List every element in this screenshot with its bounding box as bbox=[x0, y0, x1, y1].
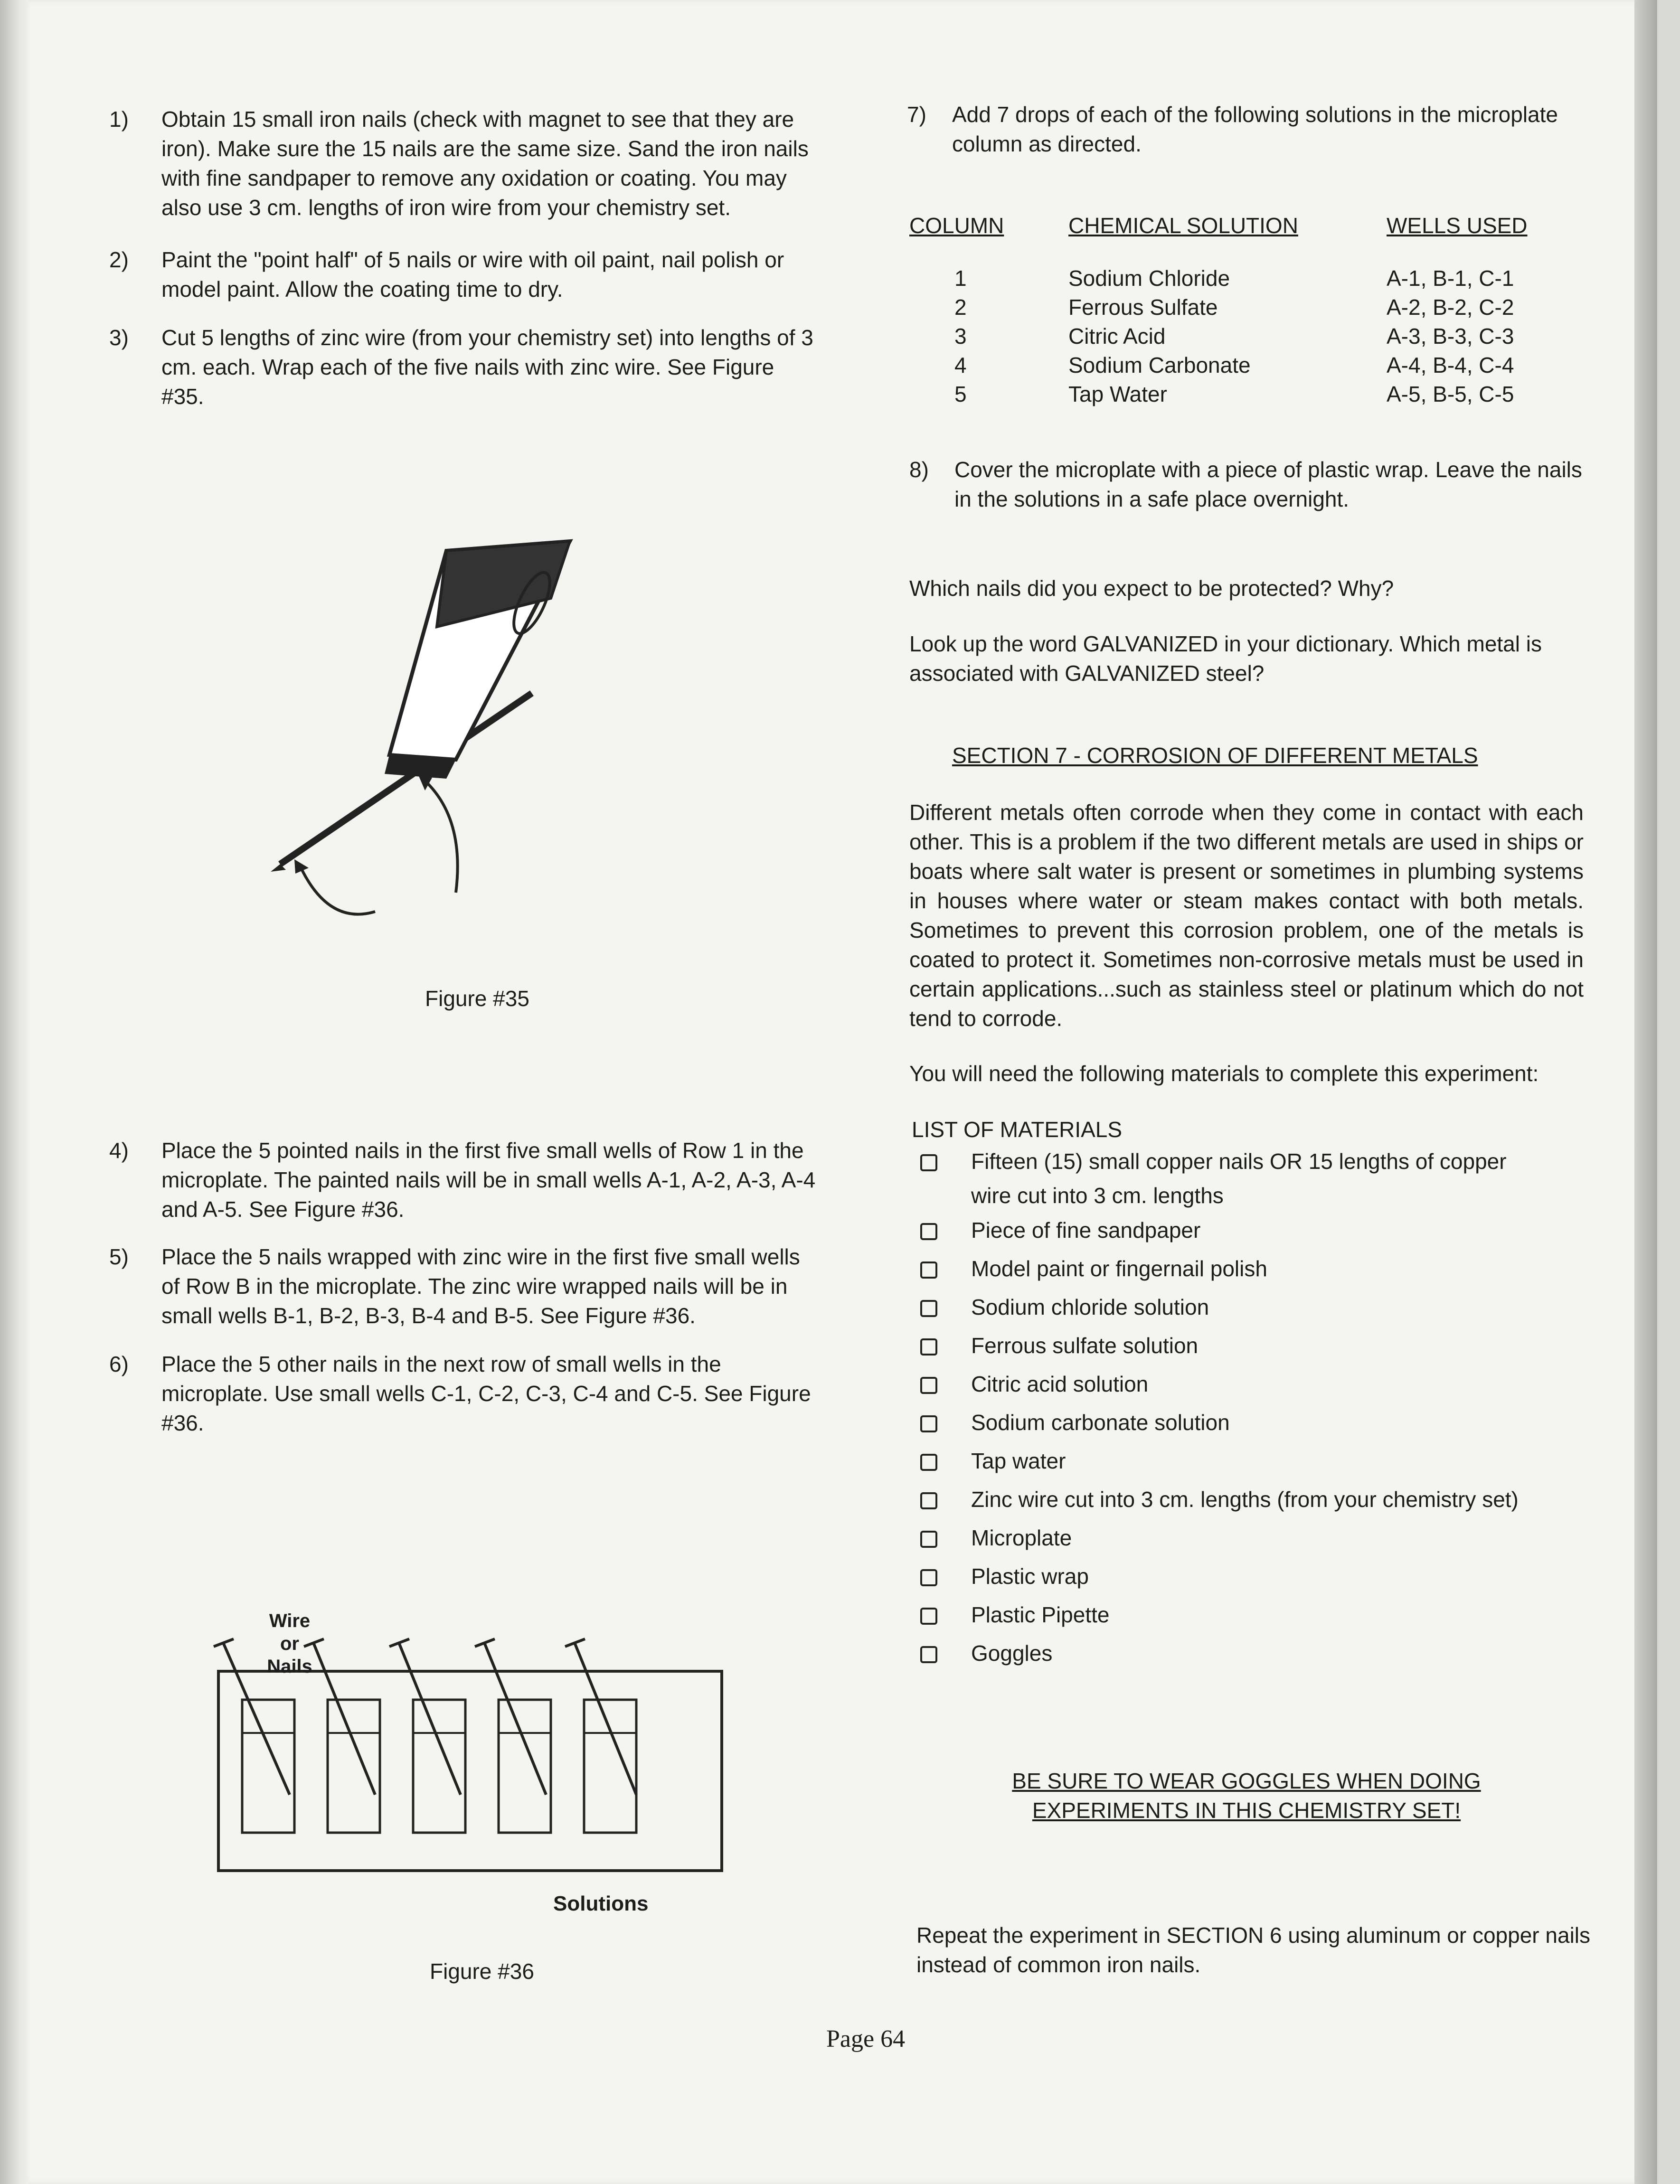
material-label: Plastic wrap bbox=[971, 1564, 1089, 1589]
step-number: 5) bbox=[109, 1244, 129, 1269]
list-item bbox=[912, 1523, 1595, 1562]
cell-wells: A-1, B-1, C-1 bbox=[1387, 266, 1514, 291]
figure-36-label-solutions: Solutions bbox=[553, 1892, 649, 1915]
step-number: 1) bbox=[109, 107, 129, 132]
label-wire: Wire bbox=[269, 1610, 311, 1631]
step-1 bbox=[109, 104, 817, 222]
list-item bbox=[912, 1485, 1595, 1523]
left-column bbox=[109, 104, 817, 427]
material-label: Fifteen (15) small copper nails OR 15 lengths of copper bbox=[971, 1149, 1507, 1174]
material-label: Ferrous sulfate solution bbox=[971, 1333, 1199, 1358]
solutions-table bbox=[909, 211, 1528, 409]
table-header-chemical: CHEMICAL SOLUTION bbox=[1068, 213, 1298, 238]
material-label: Zinc wire cut into 3 cm. lengths (from your chemistry set) bbox=[971, 1487, 1519, 1512]
cell-column: 2 bbox=[954, 295, 967, 320]
step-number: 7) bbox=[907, 102, 926, 127]
list-item bbox=[912, 1147, 1595, 1215]
step-number: 8) bbox=[909, 457, 929, 482]
material-label: Goggles bbox=[971, 1641, 1053, 1666]
checkbox[interactable] bbox=[920, 1223, 937, 1240]
step-3 bbox=[109, 323, 817, 411]
step-text: Paint the "point half" of 5 nails or wire with oil paint, nail polish or model paint. Allow the coating time to dry. bbox=[161, 247, 784, 301]
step-text: Obtain 15 small iron nails (check with magnet to see that they are iron). Make sure the 15 nails are the same size. Sand the iron nails with fine sandpaper to remove any oxidation or coating. You may also use 3 cm. lengths of iron wire from your chemistry set. bbox=[161, 107, 809, 220]
table-header-column: COLUMN bbox=[909, 213, 1004, 238]
step-2 bbox=[109, 245, 817, 304]
well bbox=[413, 1700, 465, 1833]
checkbox[interactable] bbox=[920, 1646, 937, 1663]
step-number: 6) bbox=[109, 1352, 129, 1376]
cell-wells: A-5, B-5, C-5 bbox=[1387, 382, 1514, 406]
step-6 bbox=[109, 1349, 817, 1438]
step-7 bbox=[907, 100, 1595, 159]
figure-35-caption: Figure #35 bbox=[425, 986, 529, 1011]
checkbox[interactable] bbox=[920, 1377, 937, 1394]
checkbox[interactable] bbox=[920, 1531, 937, 1548]
wrap-arrow-upper bbox=[423, 779, 458, 893]
step-5 bbox=[109, 1242, 817, 1330]
cell-wells: A-4, B-4, C-4 bbox=[1387, 353, 1514, 377]
cell-wells: A-3, B-3, C-3 bbox=[1387, 324, 1514, 348]
list-item bbox=[912, 1331, 1595, 1369]
material-label: Citric acid solution bbox=[971, 1372, 1149, 1396]
cell-chemical: Sodium Chloride bbox=[1068, 266, 1230, 291]
material-label: Model paint or fingernail polish bbox=[971, 1256, 1267, 1281]
material-label-continuation: wire cut into 3 cm. lengths bbox=[971, 1183, 1224, 1208]
figure-36-caption: Figure #36 bbox=[430, 1959, 534, 1984]
step-text: Place the 5 nails wrapped with zinc wire in the first five small wells of Row B in the microplate. The zinc wire wrapped nails will be in small wells B-1, B-2, B-3, B-4 and B-5. See Figure #36. bbox=[161, 1244, 800, 1328]
repeat-instructions: Repeat the experiment in SECTION 6 using aluminum or copper nails instead of common iron nails. bbox=[916, 1923, 1591, 1977]
material-label: Sodium chloride solution bbox=[971, 1295, 1209, 1319]
warning-line-2: EXPERIMENTS IN THIS CHEMISTRY SET! bbox=[1032, 1798, 1461, 1823]
material-label: Sodium carbonate solution bbox=[971, 1410, 1230, 1435]
step-number: 2) bbox=[109, 247, 129, 272]
figure-36-label-wire-or-nails bbox=[256, 1610, 323, 1678]
material-label: Piece of fine sandpaper bbox=[971, 1218, 1201, 1243]
cell-column: 3 bbox=[954, 324, 967, 348]
well bbox=[242, 1700, 294, 1833]
left-column-steps-b bbox=[109, 1136, 817, 1454]
list-item bbox=[912, 1446, 1595, 1485]
nail bbox=[484, 1643, 546, 1795]
well bbox=[328, 1700, 380, 1833]
checkbox[interactable] bbox=[920, 1338, 937, 1356]
book-binding-shadow bbox=[0, 0, 28, 2184]
section-7-title: SECTION 7 - CORROSION OF DIFFERENT METALS bbox=[952, 743, 1478, 768]
list-item bbox=[912, 1638, 1595, 1677]
goggles-warning bbox=[909, 1766, 1584, 1825]
checkbox[interactable] bbox=[920, 1608, 937, 1625]
cell-column: 4 bbox=[954, 353, 967, 377]
well bbox=[584, 1700, 636, 1833]
checkbox[interactable] bbox=[920, 1569, 937, 1586]
checkbox[interactable] bbox=[920, 1492, 937, 1509]
materials-list bbox=[912, 1147, 1595, 1677]
materials-list-title: LIST OF MATERIALS bbox=[912, 1117, 1123, 1142]
list-item bbox=[912, 1215, 1595, 1254]
cell-chemical: Sodium Carbonate bbox=[1068, 353, 1251, 377]
table-row bbox=[909, 293, 1528, 322]
table-header-row bbox=[909, 211, 1528, 240]
label-nails: Nails bbox=[267, 1656, 312, 1677]
table-row bbox=[909, 264, 1528, 293]
wells bbox=[242, 1700, 636, 1833]
right-column bbox=[907, 100, 1595, 175]
checkbox[interactable] bbox=[920, 1154, 937, 1171]
list-item bbox=[912, 1600, 1595, 1638]
step-4 bbox=[109, 1136, 817, 1224]
cell-column: 5 bbox=[954, 382, 967, 406]
step-text: Cut 5 lengths of zinc wire (from your chemistry set) into lengths of 3 cm. each. Wrap each of the five nails with zinc wire. See Figure #35. bbox=[161, 325, 813, 409]
checkbox[interactable] bbox=[920, 1261, 937, 1279]
step-text: Cover the microplate with a piece of plastic wrap. Leave the nails in the solutions in a safe place overnight. bbox=[954, 457, 1582, 511]
step-text: Add 7 drops of each of the following solutions in the microplate column as directed. bbox=[952, 102, 1558, 156]
table-header-wells: WELLS USED bbox=[1387, 213, 1528, 238]
nail bbox=[399, 1643, 461, 1795]
table-row bbox=[909, 380, 1528, 409]
list-item bbox=[912, 1292, 1595, 1331]
step-text: Place the 5 pointed nails in the first five small wells of Row 1 in the microplate. The painted nails will be in small wells A-1, A-2, A-3, A-4 and A-5. See Figure #36. bbox=[161, 1138, 816, 1222]
checkbox[interactable] bbox=[920, 1454, 937, 1471]
cell-column: 1 bbox=[954, 266, 967, 291]
checkbox[interactable] bbox=[920, 1300, 937, 1317]
cell-chemical: Citric Acid bbox=[1068, 324, 1166, 348]
step-8 bbox=[909, 455, 1584, 514]
warning-line-1: BE SURE TO WEAR GOGGLES WHEN DOING bbox=[1012, 1769, 1481, 1793]
cell-wells: A-2, B-2, C-2 bbox=[1387, 295, 1514, 320]
page-edge bbox=[1634, 0, 1657, 2184]
list-item bbox=[912, 1562, 1595, 1600]
section-7-paragraph: Different metals often corrode when they come in contact with each other. This is a problem if the two different metals are used in ships or boats where salt water is present or sometimes in plumbing systems in houses where water or steam makes contact with both metals. Sometimes to prevent this corrosion problem, one of the metals is coated to protect it. Sometimes non-corrosive metals must be used in certain applications...such as stainless steel or platinum which do not tend to corrode. bbox=[909, 800, 1584, 1031]
wrap-arrow-lower bbox=[299, 864, 375, 914]
question-galvanized: Look up the word GALVANIZED in your dictionary. Which metal is associated with GALVANIZED steel? bbox=[909, 631, 1542, 686]
table-row bbox=[909, 351, 1528, 380]
cell-chemical: Tap Water bbox=[1068, 382, 1167, 406]
step-text: Place the 5 other nails in the next row of small wells in the microplate. Use small wells C-1, C-2, C-3, C-4 and C-5. See Figure #36. bbox=[161, 1352, 811, 1435]
question-protected-nails: Which nails did you expect to be protected? Why? bbox=[909, 576, 1394, 601]
step-number: 4) bbox=[109, 1138, 129, 1163]
list-item bbox=[912, 1408, 1595, 1446]
step-number: 3) bbox=[109, 325, 129, 350]
table-row bbox=[909, 322, 1528, 351]
list-item bbox=[912, 1369, 1595, 1408]
cell-chemical: Ferrous Sulfate bbox=[1068, 295, 1218, 320]
materials-intro: You will need the following materials to complete this experiment: bbox=[909, 1061, 1539, 1086]
checkbox[interactable] bbox=[920, 1415, 937, 1432]
material-label: Microplate bbox=[971, 1525, 1072, 1550]
list-item bbox=[912, 1254, 1595, 1292]
material-label: Tap water bbox=[971, 1449, 1066, 1473]
figure-35-nail-illustration bbox=[266, 532, 598, 940]
page-number: Page 64 bbox=[826, 2025, 906, 2052]
label-or: or bbox=[280, 1633, 299, 1654]
well bbox=[499, 1700, 551, 1833]
material-label: Plastic Pipette bbox=[971, 1602, 1110, 1627]
